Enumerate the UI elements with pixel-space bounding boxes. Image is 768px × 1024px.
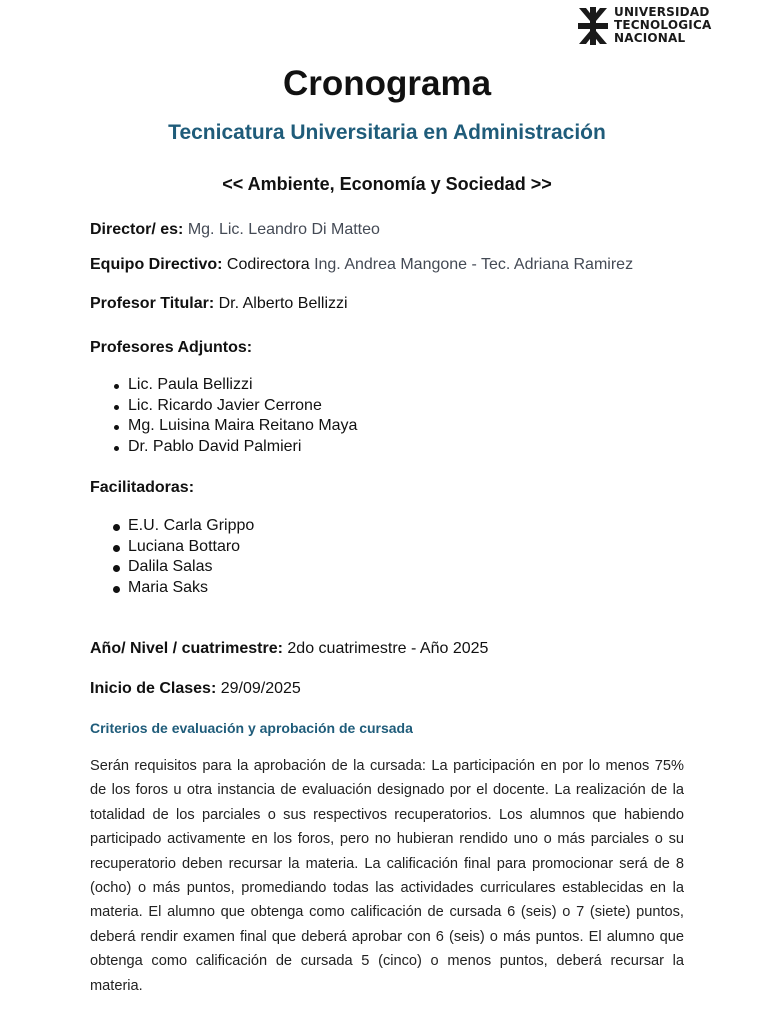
titular-row (90, 295, 348, 313)
page-title: Cronograma (282, 64, 492, 103)
inicio-row (90, 680, 301, 698)
director-label: Director/ es: (90, 221, 184, 238)
nivel-label: Año/ Nivel / cuatrimestre: (90, 640, 283, 657)
utn-logo-text (614, 6, 711, 45)
adjuntos-list (114, 375, 357, 457)
logo-line-3: NACIONAL (614, 31, 686, 45)
nivel-row (90, 640, 488, 658)
titular-value: Dr. Alberto Bellizzi (218, 295, 348, 312)
criterios-title: Criterios de evaluación y aprobación de cursada (90, 720, 413, 736)
facilitadoras-label: Facilitadoras: (90, 479, 195, 496)
facilitadoras-list (114, 516, 254, 598)
equipo-label: Equipo Directivo: (90, 256, 223, 273)
inicio-label: Inicio de Clases: (90, 680, 217, 697)
logo-line-2: TECNOLOGICA (614, 18, 712, 32)
criterios-text: Serán requisitos para la aprobación de la cursada: La participación en por lo menos 75% de los foros u otra instancia de evaluación designado por el docente. La realización de la totalidad de los parciales o sus respectivos recuperatorios. Los alumnos que habiendo participado activamente en los foros, pero no hubieran rendido uno o más parciales o su recuperatorio deben recursar la materia. La calificación final para promocionar será de 8 (ocho) o más puntos, promediando todas las actividades curriculares establecidas en la materia. El alumno que obtenga como calificación de cursada 6 (seis) o 7 (siete) puntos, deberá rendir examen final que deberá aprobar con 6 (seis) o más puntos. El alumno que obtenga como calificación de cursada 5 (cinco) o menos puntos, deberá recursar la materia. (90, 758, 684, 994)
facilitadoras-heading (90, 479, 194, 497)
page-subtitle: Tecnicatura Universitaria en Administración (168, 121, 606, 144)
equipo-role: Codirectora (226, 256, 310, 273)
course-name: << Ambiente, Economía y Sociedad >> (222, 174, 552, 194)
list-item: Dr. Pablo David Palmieri (114, 437, 357, 458)
director-value: Mg. Lic. Leandro Di Matteo (187, 221, 380, 238)
list-item: Mg. Luisina Maira Reitano Maya (114, 416, 357, 437)
adjuntos-label: Profesores Adjuntos: (90, 339, 253, 356)
utn-emblem-icon (578, 7, 608, 45)
titular-label: Profesor Titular: (90, 295, 215, 312)
list-item: Dalila Salas (114, 557, 254, 578)
list-item: Lic. Ricardo Javier Cerrone (114, 396, 357, 417)
list-item: E.U. Carla Grippo (114, 516, 254, 537)
utn-logo (578, 6, 711, 45)
list-item: Luciana Bottaro (114, 537, 254, 558)
list-item: Lic. Paula Bellizzi (114, 375, 357, 396)
list-item: Maria Saks (114, 578, 254, 599)
logo-line-1: UNIVERSIDAD (614, 5, 710, 19)
adjuntos-heading (90, 339, 252, 357)
equipo-value: Ing. Andrea Mangone - Tec. Adriana Ramirez (314, 256, 634, 273)
equipo-row (90, 256, 633, 274)
inicio-value: 29/09/2025 (220, 680, 301, 697)
director-row (90, 221, 380, 239)
nivel-value: 2do cuatrimestre - Año 2025 (287, 640, 489, 657)
